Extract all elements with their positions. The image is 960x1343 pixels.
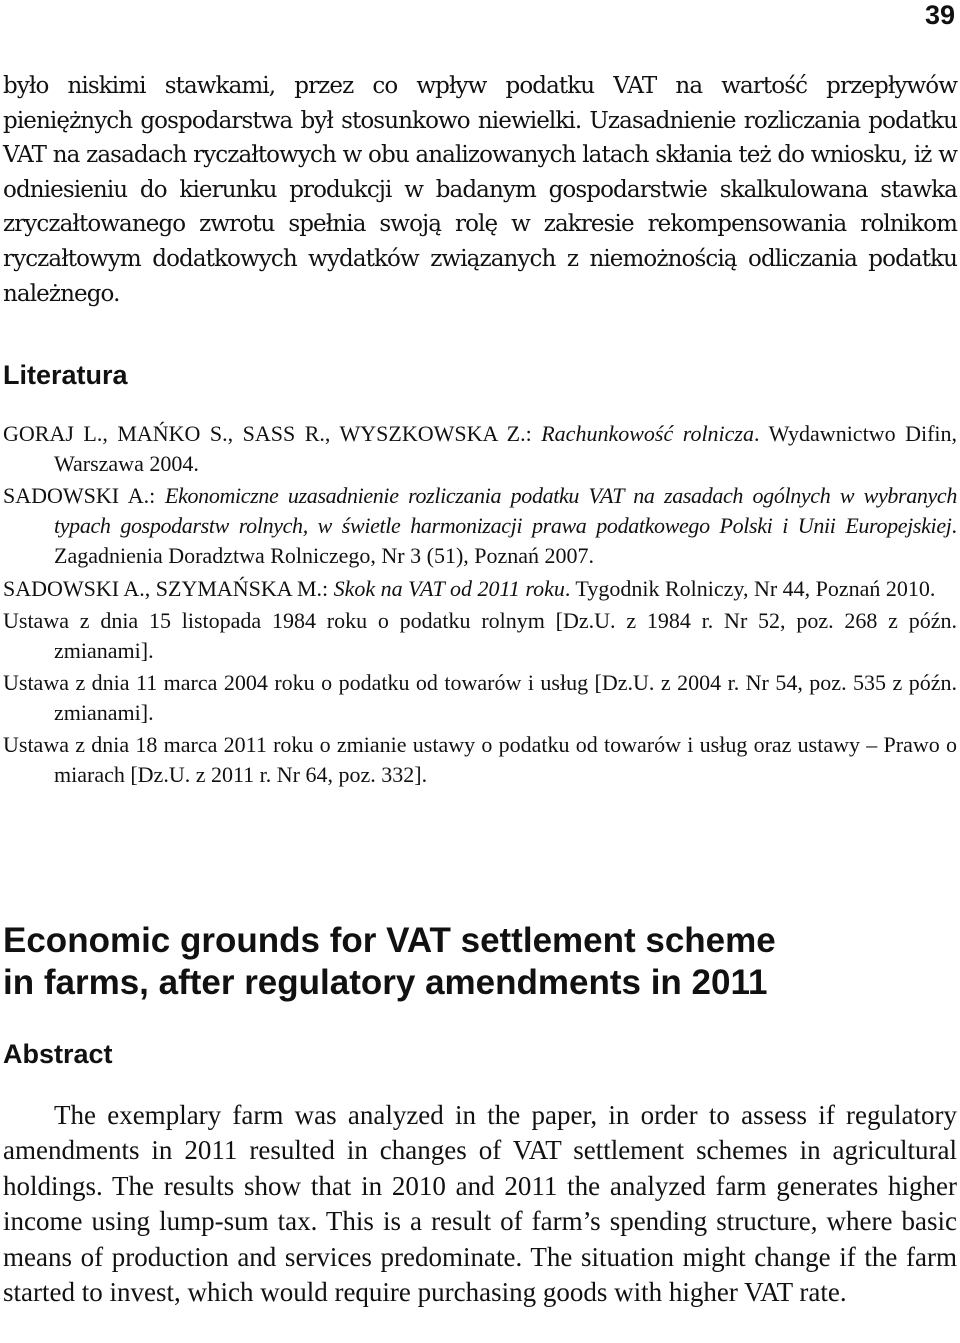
reference-item — [3, 730, 957, 790]
reference-list — [3, 419, 957, 793]
reference-details: Ustawa z dnia 18 marca 2011 roku o zmianie ustawy o podatku od towarów i usług oraz ustawy – Prawo o miarach [Dz.U. z 2011 r. Nr 64, poz. 332]. — [3, 732, 957, 788]
reference-authors: SADOWSKI A.: — [3, 483, 166, 509]
reference-authors: GORAJ L., MAŃKO S., SASS R., WYSZKOWSKA Z.: — [3, 421, 542, 446]
reference-details: . Tygodnik Rolniczy, Nr 44, Poznań 2010. — [564, 575, 936, 601]
article-title-line-1: Economic grounds for VAT settlement scheme — [3, 921, 776, 960]
reference-title: Skok na VAT od 2011 roku — [333, 575, 565, 601]
page-number: 39 — [924, 0, 955, 30]
reference-details: . Zagadnienia Doradztwa Rolniczego, Nr 3 (51), Poznań 2007. — [54, 513, 957, 569]
article-title-line-2: in farms, after regulatory amendments in 2011 — [3, 963, 768, 1002]
reference-details: . Wydawnictwo Difin, Warszawa 2004. — [54, 421, 958, 476]
reference-details: Ustawa z dnia 11 marca 2004 roku o podatku od towarów i usług [Dz.U. z 2004 r. Nr 54, poz. 535 z późn. zmianami]. — [3, 670, 957, 726]
body-paragraph: było niskimi stawkami, przez co wpływ podatku VAT na wartość przepływów pieniężnych gospodarstwa był stosunkowo niewielki. Uzasadnienie rozliczania podatku VAT na zasadach ryczałtowych w obu analizowanych latach skłania też do wniosku, iż w odniesieniu do kierunku produkcji w badanym gospodarstwie skalkulowana stawka zryczałtowanego zwrotu spełnia swoją rolę w zakresie rekompensowania rolnikom ryczałtowym dodatkowych wydatków związanych z niemożnością odliczania podatku należnego. — [3, 73, 957, 307]
reference-title: Ekonomiczne uzasadnienie rozliczania podatku VAT na zasadach ogólnych w wybranych typach gospodarstw rolnych, w świetle harmonizacji prawa podatkowego Polski i Unii Europejskiej — [54, 483, 957, 539]
reference-details: Ustawa z dnia 15 listopada 1984 roku o podatku rolnym [Dz.U. z 1984 r. Nr 52, poz. 268 z późn. zmianami]. — [3, 607, 957, 663]
literature-heading: Literatura — [3, 360, 128, 390]
reference-authors: SADOWSKI A., SZYMAŃSKA M.: — [3, 575, 334, 601]
reference-item — [3, 668, 957, 728]
reference-item — [3, 481, 957, 571]
article-title — [3, 920, 957, 1004]
abstract-text: The exemplary farm was analyzed in the paper, in order to assess if regulatory amendments in 2011 resulted in changes of VAT settlement schemes in agricultural holdings. The results show that in 2010 and 2011 the analyzed farm generates higher income using lump-sum tax. This is a result of farm’s spending structure, where basic means of production and services predominate. The situation might change if the farm started to invest, which would require purchasing goods with higher VAT rate. — [3, 1100, 957, 1308]
reference-item — [3, 606, 957, 666]
reference-title: Rachunkowość rolnicza — [541, 421, 754, 446]
reference-item — [3, 419, 957, 479]
reference-item — [3, 574, 957, 604]
abstract-heading: Abstract — [3, 1039, 113, 1069]
